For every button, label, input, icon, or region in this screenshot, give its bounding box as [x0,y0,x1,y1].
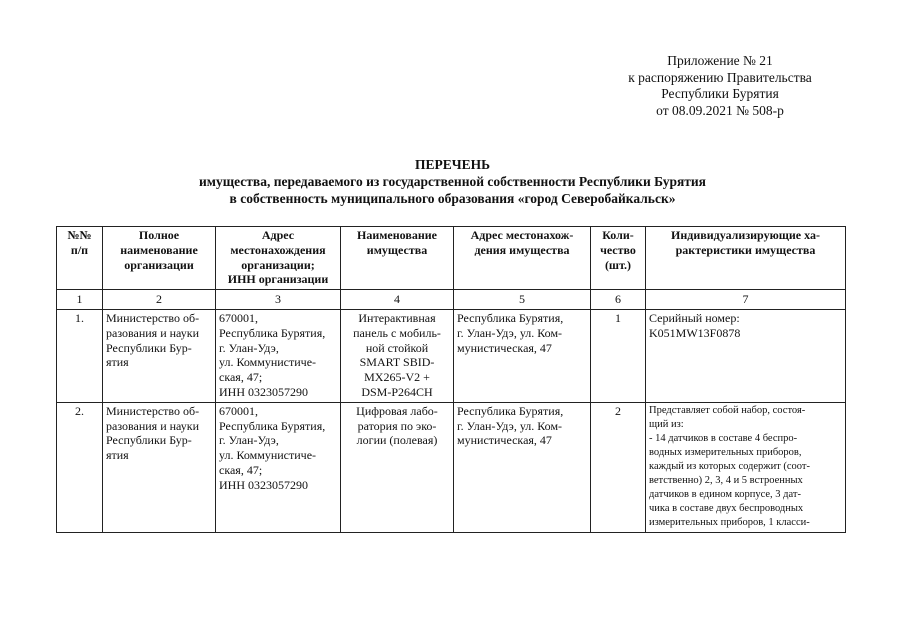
table-row [57,309,846,402]
column-number-row [57,290,846,310]
header-cell: Коли- чество (шт.) [591,227,646,290]
row-number: 1. [57,309,103,402]
property-details: Серийный номер: K051MW13F0878 [646,309,846,402]
property-name: Цифровая лабо- ратория по эко- логии (полевая) [341,402,454,532]
appendix-line: от 08.09.2021 № 508-р [656,102,784,118]
column-number: 4 [341,290,454,310]
title-line: в собственность муниципального образования «город Северобайкальск» [229,191,676,206]
property-details: Представляет собой набор, состоя- щий из: - 14 датчиков в составе 4 беспро- водных измерительных приборов, каждый из которых содержит (соот- ветственно) 2, 3, 4 и 5 встроенных датчиков в едином корпусе, 3 дат- чика в составе двух беспроводных измерительных приборов, 1 класси- [646,402,846,532]
appendix-block [600,53,840,119]
column-number: 2 [103,290,216,310]
property-name: Интерактивная панель с мобиль- ной стойкой SMART SBID- MX265-V2 + DSM-P264CH [341,309,454,402]
header-cell: Полное наименование организации [103,227,216,290]
header-cell: Индивидуализирующие ха- рактеристики имущества [646,227,846,290]
column-number: 5 [454,290,591,310]
column-number: 6 [591,290,646,310]
organization-name: Министерство об- разования и науки Республики Бур- ятия [103,309,216,402]
property-address: Республика Бурятия, г. Улан-Удэ, ул. Ком- мунистическая, 47 [454,309,591,402]
table-row [57,402,846,532]
column-number: 7 [646,290,846,310]
property-quantity: 1 [591,309,646,402]
appendix-line: Приложение № 21 [667,53,773,68]
property-quantity: 2 [591,402,646,532]
organization-name: Министерство об- разования и науки Республики Бур- ятия [103,402,216,532]
appendix-line: к распоряжению Правительства [628,69,812,85]
organization-address: 670001, Республика Бурятия, г. Улан-Удэ, ул. Коммунистиче- ская, 47; ИНН 0323057290 [216,309,341,402]
title-line: ПЕРЕЧЕНЬ [414,157,491,172]
table-header-row [57,227,846,290]
organization-address: 670001, Республика Бурятия, г. Улан-Удэ, ул. Коммунистиче- ская, 47; ИНН 0323057290 [216,402,341,532]
document-title [60,156,845,207]
header-cell: Адрес местонахождения организации; ИНН организации [216,227,341,290]
header-cell: Адрес местонахож- дения имущества [454,227,591,290]
header-cell: №№ п/п [57,227,103,290]
column-number: 1 [57,290,103,310]
column-number: 3 [216,290,341,310]
header-cell: Наименование имущества [341,227,454,290]
appendix-line: Республики Бурятия [661,86,779,101]
row-number: 2. [57,402,103,532]
title-line: имущества, передаваемого из государственной собственности Республики Бурятия [199,174,706,189]
property-table [56,226,846,533]
property-address: Республика Бурятия, г. Улан-Удэ, ул. Ком- мунистическая, 47 [454,402,591,532]
